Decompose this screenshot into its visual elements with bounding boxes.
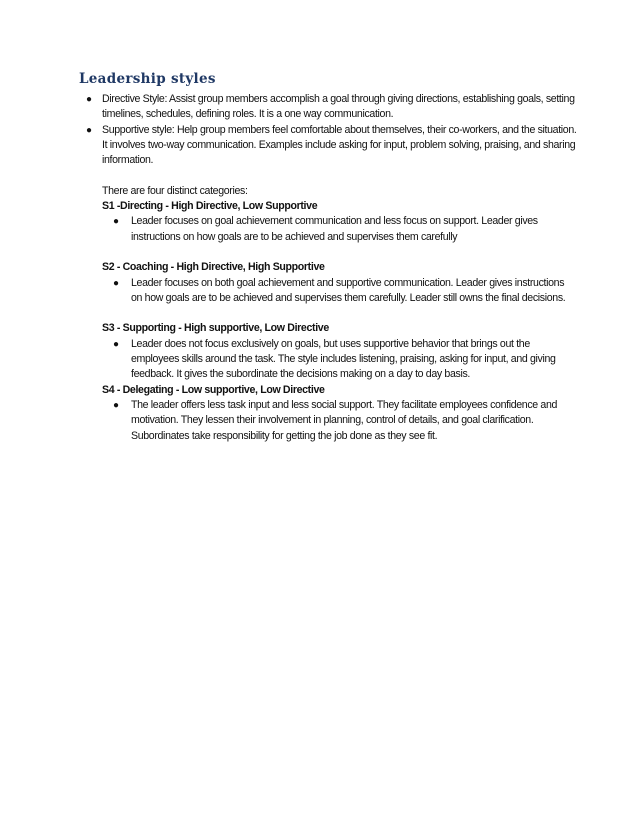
section-heading: S1 -Directing - High Directive, Low Supportive [102, 200, 318, 213]
list-item-text: The leader offers less task input and less social support. They facilitate employees confidence and motivation. They lessen their involvement in planning, control of details, and goal clarification. Subordinates take responsibility for getting the job done as they see fit. [131, 398, 558, 442]
list-item [102, 214, 571, 245]
list-item-supportive-style [79, 123, 579, 169]
document-body [79, 92, 579, 444]
bullet-icon: ● [86, 94, 92, 105]
section-s4 [79, 383, 579, 444]
section-heading: S4 - Delegating - Low supportive, Low Directive [102, 383, 325, 396]
list-item-directive-style [79, 92, 579, 123]
list-item [102, 337, 571, 383]
bullet-icon: ● [113, 216, 119, 228]
page-title: Leadership styles [79, 71, 216, 87]
list-item [102, 398, 571, 444]
bullet-icon: ● [113, 399, 119, 411]
list-item-text: Directive Style: Assist group members accomplish a goal through giving directions, establishing goals, setting timelines, schedules, defining roles. It is a one way communication. [102, 93, 575, 121]
list-item-text: Supportive style: Help group members feel comfortable about themselves, their co-workers, and the situation. It involves two-way communication. Examples include asking for input, problem solving, praising, and sharing information. [102, 123, 577, 167]
list-item [102, 276, 571, 307]
intro-paragraph: There are four distinct categories: [102, 184, 248, 197]
list-item-text: Leader focuses on both goal achievement and supportive communication. Leader gives instructions on how goals are to be achieved and supervises them carefully. Leader still owns the final decisions. [131, 276, 566, 304]
list-item-text: Leader focuses on goal achievement communication and less focus on support. Leader gives instructions on how goals are to be achieved and supervises them carefully [131, 215, 538, 243]
bullet-icon: ● [113, 338, 119, 350]
bullet-icon: ● [86, 124, 92, 136]
section-s2 [79, 260, 579, 306]
section-s1 [79, 199, 579, 245]
bullet-icon: ● [113, 277, 119, 289]
section-heading: S3 - Supporting - High supportive, Low Directive [102, 322, 329, 335]
list-item-text: Leader does not focus exclusively on goals, but uses supportive behavior that brings out the employees skills around the task. The style includes listening, praising, asking for input, and giving feedback. It gives the subordinate the decisions making on a day to day basis. [131, 337, 556, 381]
section-s3 [79, 321, 579, 382]
section-heading: S2 - Coaching - High Directive, High Supportive [102, 261, 325, 274]
